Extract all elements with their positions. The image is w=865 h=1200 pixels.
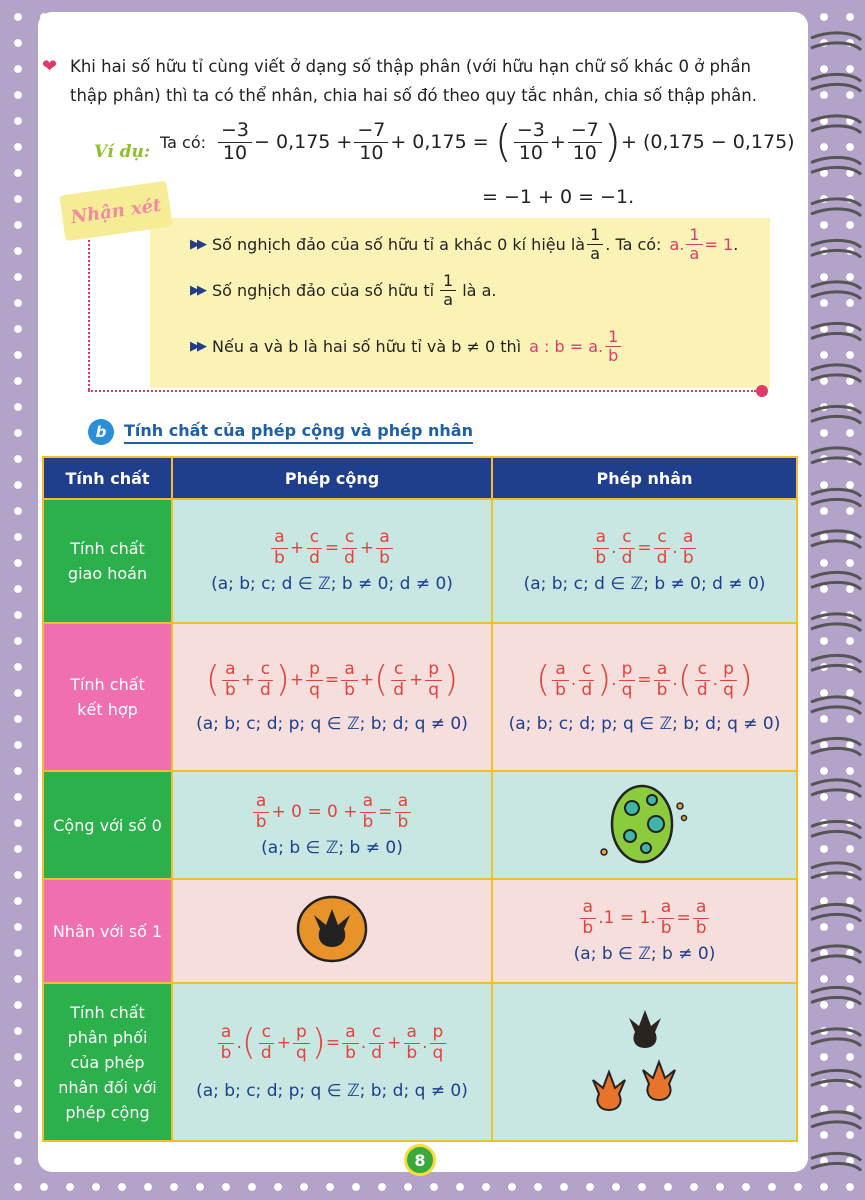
row-label-distributive: Tính chất phân phối của phép nhân đối với phép cộng [43,983,172,1141]
condition-text: (a; b; c; d ∈ ℤ; b ≠ 0; d ≠ 0) [523,574,766,595]
properties-table [42,456,798,1142]
condition-text: (a; b ∈ ℤ; b ≠ 0) [573,944,716,965]
row-label-add-zero: Cộng với số 0 [43,771,172,879]
section-badge: b [88,419,114,445]
dino-footprint-icon [292,889,372,969]
header-property: Tính chất [43,457,172,499]
remark-item-2-text: Số nghịch đảo của số hữu tỉ [212,281,435,301]
footprints-illustration-cell [492,983,797,1141]
table-row [43,983,797,1141]
page-number: 8 [404,1144,436,1176]
remark-item-3-text: Nếu a và b là hai số hữu tỉ và b ≠ 0 thì [212,337,522,357]
add-zero-formula: a b + 0 = 0 + a b = a b (a; b ∈ ℤ; b ≠ 0) [172,771,492,879]
condition-text: (a; b ∈ ℤ; b ≠ 0) [261,838,403,859]
table-row [43,879,797,983]
spiral-binding [807,0,865,1200]
associative-multiplication: ( a b . c d ) . p q = a b . ( c d . p q ) (a; b; c; d; p; q ∈ ℤ; b; d; q ≠ 0) [492,623,797,771]
table-row [43,771,797,879]
remark-item-1-text: Số nghịch đảo của số hữu tỉ a khác 0 kí hiệu là [212,235,586,255]
row-label-associative: Tính chất kết hợp [43,623,172,771]
commutative-multiplication: a b . c d = c d . a b (a; b; c; d ∈ ℤ; b ≠ 0; d ≠ 0) [492,499,797,623]
associative-addition: ( a b + c d ) + p q = a b + ( c d + p q ) (a; b; c; d; p; q ∈ ℤ; b; d; q ≠ 0) [172,623,492,771]
remark-border-left [88,228,90,390]
table-header-row [43,457,797,499]
section-title: Tính chất của phép cộng và phép nhân [124,421,473,444]
condition-text: (a; b; c; d; p; q ∈ ℤ; b; d; q ≠ 0) [508,714,781,735]
remark-item-2-tail: là a. [462,281,497,301]
condition-text: (a; b; c; d; p; q ∈ ℤ; b; d; q ≠ 0) [196,1081,468,1102]
remark-border-bottom [88,390,756,392]
remark-tag: Nhận xét [59,181,172,242]
example-equation: Ta có: −3 10 − 0,175 + −7 10 + 0,175 = ( −3 10 + −7 10 ) + (0,175 − 0,175) [160,116,795,168]
arrow-icon: ▶▶ [190,283,204,299]
distributive-formula: a b . ( c d + p q ) = a b . c d + a b . p q (a; b; c; d; p; q ∈ ℤ; b; d; q ≠ 0) [172,983,492,1141]
row-label-multiply-one: Nhân với số 1 [43,879,172,983]
example-label: Ví dụ: [94,142,151,162]
remark-item-3: ▶▶ Nếu a và b là hai số hữu tỉ và b ≠ 0 thì a : b = a. 1 b [190,328,623,366]
dino-egg-icon [590,778,700,868]
remark-item-1-tail: . Ta có: [605,235,662,255]
remark-item-1: ▶▶ Số nghịch đảo của số hữu tỉ a khác 0 kí hiệu là 1 a . Ta có: a. $\frac{1}{a}$ = 1 . [190,225,739,264]
footprints-icon [575,1000,715,1120]
remark-item-2: ▶▶ Số nghịch đảo của số hữu tỉ 1 a là a. [190,271,497,310]
example-result: = −1 + 0 = −1. [482,186,635,208]
intro-paragraph: Khi hai số hữu tỉ cùng viết ở dạng số thập phân (với hữu hạn chữ số khác 0 ở phần thập phân) thì ta có thể nhân, chia hai số đó theo quy tắc nhân, chia số thập phân. [70,57,757,105]
header-addition: Phép cộng [172,457,492,499]
heart-icon: ❤ [42,56,58,77]
row-label-commutative: Tính chất giao hoán [43,499,172,623]
footprint-illustration-cell [172,879,492,983]
condition-text: (a; b; c; d; p; q ∈ ℤ; b; d; q ≠ 0) [196,714,468,735]
table-row [43,623,797,771]
commutative-addition: a b + c d = c d + a b (a; b; c; d ∈ ℤ; b ≠ 0; d ≠ 0) [172,499,492,623]
multiply-one-formula: a b .1 = 1. a b = a b (a; b ∈ ℤ; b ≠ 0) [492,879,797,983]
arrow-icon: ▶▶ [190,339,204,355]
remark-border-dot [756,385,768,397]
section-heading [88,419,473,445]
table-row [43,499,797,623]
header-multiplication: Phép nhân [492,457,797,499]
egg-illustration-cell [492,771,797,879]
condition-text: (a; b; c; d ∈ ℤ; b ≠ 0; d ≠ 0) [211,574,453,595]
arrow-icon: ▶▶ [190,237,204,253]
example-prefix: Ta có: [160,132,206,152]
